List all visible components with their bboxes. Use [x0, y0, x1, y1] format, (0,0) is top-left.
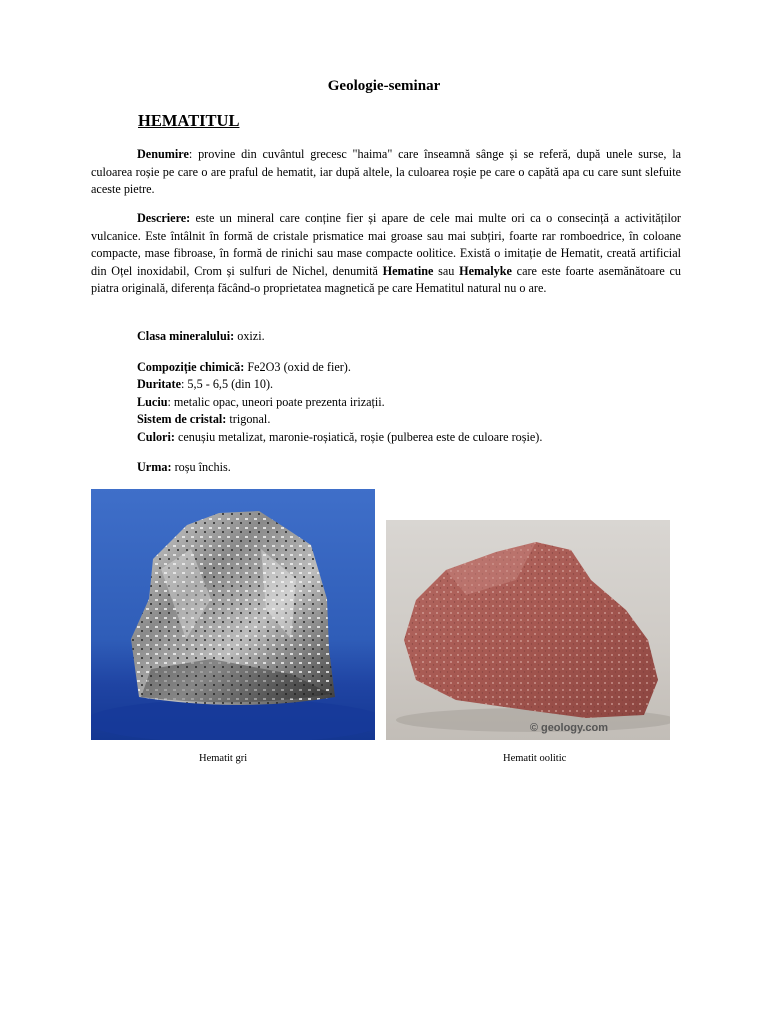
denumire-label: Denumire [137, 147, 189, 161]
compozitie-line [137, 359, 351, 377]
culori-line [137, 429, 542, 447]
luciu-value: : metalic opac, uneori poate prezenta irizații. [167, 395, 385, 409]
compozitie-label: Compoziție chimică: [137, 360, 245, 374]
descriere-label: Descriere: [137, 211, 191, 225]
denumire-paragraph [91, 146, 681, 199]
caption-hematit-gri: Hematit gri [199, 753, 248, 764]
descriere-paragraph [91, 210, 681, 298]
descriere-text-1: este un mineral care conține fier și apare de cele mai multe ori ca o consecință a activităților vulcanice. Este întâlnit în formă de cristale prismatice mai groase sau mai subțiri, foarte rar romboedrice, în coloane compacte, mase fibroase, în formă de rinichi sau mase compacte oolitice. Există o imitație de Hematit, creată artificial din Oțel inoxidabil, Crom și sulfuri de Nichel, denumită [91, 211, 681, 278]
hematine-term: Hematine [382, 263, 434, 278]
geology-watermark: © geology.com [529, 722, 608, 734]
clasa-line [137, 328, 265, 346]
luciu-label: Luciu [137, 395, 168, 409]
sistem-label: Sistem de cristal: [137, 412, 227, 426]
culori-value: cenușiu metalizat, maronie-roșiatică, roșie (pulberea este de culoare roșie). [174, 430, 543, 444]
hemalyke-term: Hemalyke [459, 263, 512, 278]
luciu-line [137, 394, 385, 412]
sistem-value: trigonal. [226, 412, 271, 426]
hematit-gri-photo [91, 489, 375, 740]
section-heading: HEMATITUL [138, 111, 240, 130]
compozitie-value: Fe2O3 (oxid de fier). [244, 360, 351, 374]
urma-label: Urma: [137, 460, 172, 474]
descriere-text-2: care este foarte asemănătoare cu piatra originală, diferența făcând-o proprietatea magnetică pe care Hematitul natural nu o are. [91, 263, 682, 296]
page-title: Geologie-seminar [327, 78, 441, 94]
clasa-value: oxizi. [234, 329, 265, 343]
urma-value: roșu închis. [171, 460, 231, 474]
caption-hematit-oolitic: Hematit oolitic [503, 753, 567, 764]
red-hematite-rock-illustration [386, 520, 670, 740]
duritate-label: Duritate [137, 377, 181, 391]
duritate-line [137, 376, 273, 394]
urma-line [137, 459, 231, 477]
duritate-value: : 5,5 - 6,5 (din 10). [181, 377, 274, 391]
clasa-label: Clasa mineralului: [137, 329, 235, 343]
descriere-mid: sau [433, 263, 460, 278]
sistem-line [137, 411, 270, 429]
gray-hematite-rock-illustration [91, 489, 375, 740]
culori-label: Culori: [137, 430, 175, 444]
hematit-oolitic-photo [386, 520, 670, 740]
denumire-text: : provine din cuvântul grecesc "haima" care înseamnă sânge și se referă, după unele surse, la culoarea roșie pe care o are praful de hematit, iar după altele, la culoarea roșie pe care o capătă apa cu care sunt slefuite aceste pietre. [91, 147, 681, 197]
